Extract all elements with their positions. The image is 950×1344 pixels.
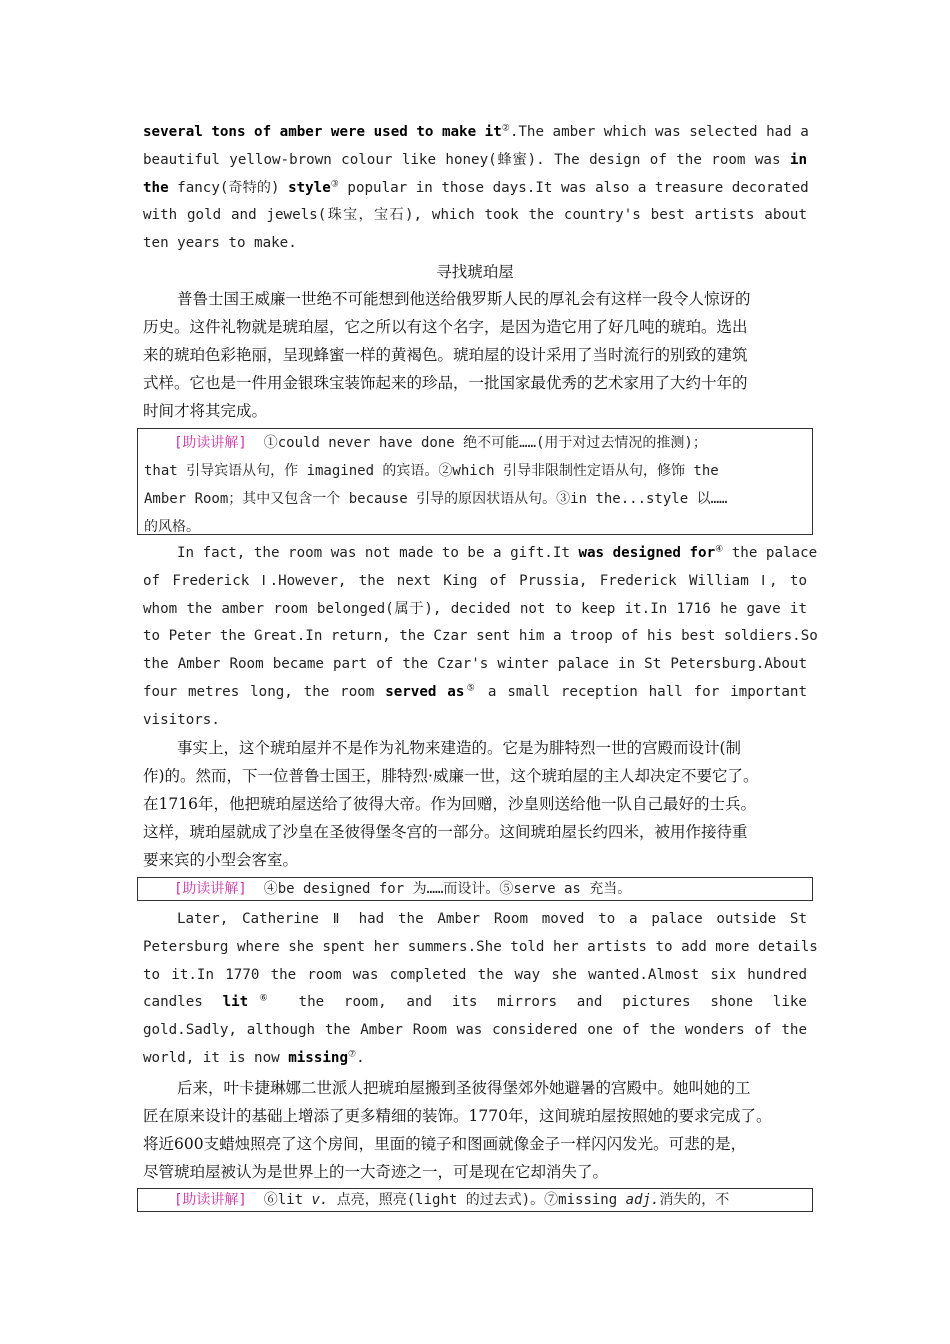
- text-span: fancy(奇特的): [168, 179, 289, 196]
- text-line: [143, 679, 807, 707]
- text-line: [144, 429, 808, 457]
- text-line: to Peter the Great.In return, the Czar sent him a troop of his best soldiers.So: [143, 628, 818, 645]
- text-span: world, it is now: [143, 1049, 289, 1066]
- note-tag: [助读讲解]: [174, 881, 247, 897]
- text-line: [143, 147, 807, 175]
- key-phrase: style: [288, 179, 331, 196]
- text-line: of Frederick Ⅰ.However, the next King of Prussia, Frederick William Ⅰ, to: [143, 572, 807, 589]
- note-tag: [助读讲解]: [174, 1192, 247, 1208]
- footnote-mark: ⑤: [464, 683, 478, 694]
- footnote-mark: ④: [715, 544, 724, 555]
- footnote-mark: ⑥: [248, 993, 279, 1004]
- text-span: In fact, the room was not made to be a gift.It: [177, 545, 579, 561]
- key-phrase: served as: [385, 683, 465, 700]
- text-line: that 引导宾语从句，作 imagined 的宾语。②which 引导非限制性定语从句，修饰 the: [144, 463, 719, 479]
- text-span: 点亮，照亮(light 的过去式)。⑦missing: [328, 1192, 626, 1208]
- para1-chinese: [143, 285, 807, 425]
- text-line: gold.Sadly, although the Amber Room was considered one of the wonders of the: [143, 1022, 807, 1039]
- text-line: 这样，琥珀屋就成了沙皇在圣彼得堡冬宫的一部分。这间琥珀屋长约四米，被用作接待重: [143, 823, 748, 841]
- para2-english: [143, 540, 818, 735]
- footnote-mark: ②: [501, 123, 510, 134]
- text-span: the palace: [723, 545, 818, 561]
- text-line: 尽管琥珀屋被认为是世界上的一大奇迹之一，可是现在它却消失了。: [143, 1163, 609, 1181]
- text-span: beautiful yellow-brown colour like honey(蜂蜜). The design of the room was: [143, 151, 790, 168]
- text-span: .: [356, 1049, 365, 1066]
- text-span: candles: [143, 994, 223, 1011]
- text-line: whom the amber room belonged(属于), decided not to keep it.In 1716 he gave it: [143, 600, 807, 617]
- text-line: 将近600支蜡烛照亮了这个房间，里面的镜子和图画就像金子一样闪闪发光。可悲的是，: [143, 1135, 747, 1153]
- reading-note-box: [137, 1188, 813, 1212]
- text-line: [143, 175, 807, 203]
- key-phrase: missing: [288, 1049, 349, 1066]
- para2-chinese: [143, 734, 807, 874]
- text-line: visitors.: [143, 711, 220, 728]
- text-line: 后来，叶卡捷琳娜二世派人把琥珀屋搬到圣彼得堡郊外她避暑的宫殿中。她叫她的工: [177, 1079, 751, 1097]
- text-line: [143, 989, 807, 1017]
- text-line: 历史。这件礼物就是琥珀屋，它之所以有这个名字，是因为造它用了好几吨的琥珀。选出: [143, 318, 748, 336]
- key-phrase: was designed for: [578, 545, 716, 561]
- reading-note-box: [137, 428, 813, 535]
- text-line: Petersburg where she spent her summers.She told her artists to add more details: [143, 938, 818, 955]
- reading-note-box: [137, 877, 813, 901]
- part-of-speech: adj.: [625, 1192, 660, 1208]
- text-line: [144, 1189, 808, 1211]
- text-line: 普鲁士国王威廉一世绝不可能想到他送给俄罗斯人民的厚礼会有这样一段令人惊讶的: [177, 290, 751, 308]
- text-line: 时间才将其完成。: [143, 402, 268, 420]
- footnote-mark: ③: [330, 178, 339, 189]
- key-phrase: several tons of amber were used to make it: [143, 124, 502, 140]
- text-span: .The amber which was selected had a: [509, 124, 809, 140]
- text-line: Later, Catherine Ⅱ had the Amber Room moved to a palace outside St: [177, 911, 807, 927]
- note-tag: [助读讲解]: [174, 435, 247, 451]
- key-phrase: the: [143, 179, 169, 196]
- text-line: 事实上，这个琥珀屋并不是作为礼物来建造的。它是为腓特烈一世的宫殿而设计(制: [177, 739, 742, 757]
- text-line: [143, 1045, 807, 1073]
- para3-english: [143, 906, 818, 1073]
- text-line: Amber Room；其中又包含一个 because 引导的原因状语从句。③in the...style 以……: [144, 491, 728, 507]
- text-line: ten years to make.: [143, 235, 297, 252]
- text-line: 作)的。然而，下一位普鲁士国王，腓特烈·威廉一世，这个琥珀屋的主人却决定不要它了。: [143, 767, 759, 785]
- text-line: to it.In 1770 the room was completed the way she wanted.Almost six hundred: [143, 966, 807, 983]
- key-phrase: in: [789, 151, 807, 168]
- text-line: the Amber Room became part of the Czar's winter palace in St Petersburg.About: [143, 656, 807, 673]
- text-line: 式样。它也是一件用金银珠宝装饰起来的珍品，一批国家最优秀的艺术家用了大约十年的: [143, 374, 748, 392]
- text-line: [144, 878, 808, 900]
- text-line: [143, 540, 818, 568]
- text-span: four metres long, the room: [143, 683, 386, 700]
- text-span: popular in those days.It was also a treasure decorated: [338, 179, 809, 196]
- para1-english: [143, 119, 807, 258]
- text-line: with gold and jewels(珠宝，宝石), which took the country's best artists about: [143, 207, 807, 224]
- text-line: 来的琥珀色彩艳丽，呈现蜂蜜一样的黄褐色。琥珀屋的设计采用了当时流行的别致的建筑: [143, 346, 748, 364]
- text-span: ⑥lit: [263, 1192, 312, 1208]
- text-line: [143, 119, 807, 147]
- text-line: 的风格。: [144, 519, 200, 535]
- text-span: ④be designed for 为……而设计。⑤serve as 充当。: [263, 881, 632, 897]
- text-span: 消失的，不: [659, 1192, 730, 1208]
- section-title: 寻找琥珀屋: [436, 263, 514, 281]
- footnote-mark: ⑦: [348, 1049, 357, 1060]
- key-phrase: lit: [222, 994, 249, 1011]
- text-span: the room, and its mirrors and pictures shone like: [278, 994, 807, 1011]
- text-line: 匠在原来设计的基础上增添了更多精细的装饰。1770年，这间琥珀屋按照她的要求完成了。: [143, 1107, 772, 1125]
- text-line: 要来宾的小型会客室。: [143, 851, 299, 869]
- text-line: 在1716年，他把琥珀屋送给了彼得大帝。作为回赠，沙皇则送给他一队自己最好的士兵。: [143, 795, 756, 813]
- text-span: a small reception hall for important: [477, 683, 807, 700]
- text-span: ①could never have done 绝不可能……(用于对过去情况的推测)；: [263, 435, 707, 451]
- para3-chinese: [143, 1074, 807, 1186]
- part-of-speech: v.: [311, 1192, 329, 1208]
